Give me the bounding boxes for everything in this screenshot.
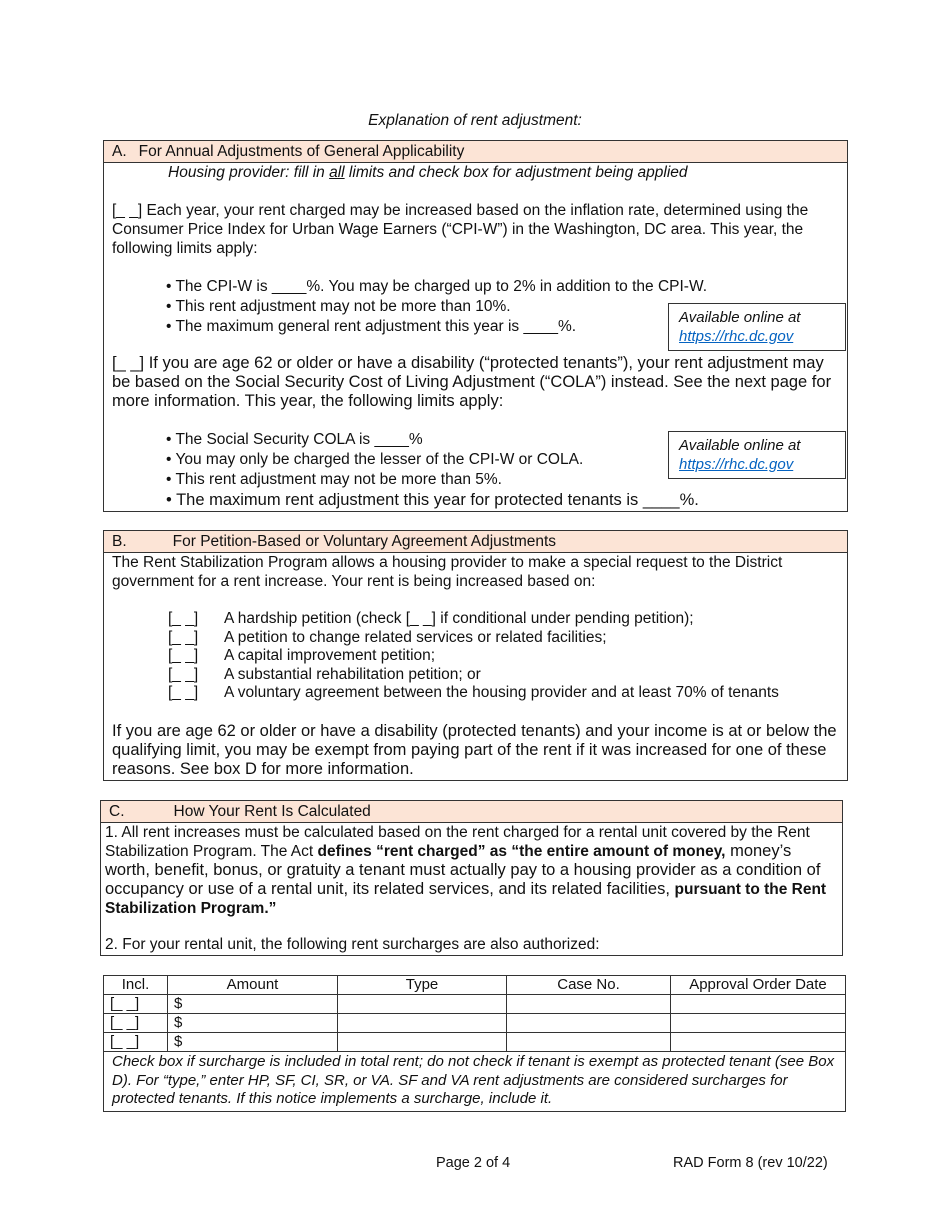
case-no-cell[interactable] xyxy=(507,1014,671,1033)
form-id: RAD Form 8 (rev 10/22) xyxy=(673,1155,828,1171)
section-a-header xyxy=(104,141,847,163)
instruction-text: Housing provider: fill in xyxy=(168,164,330,181)
incl-checkbox[interactable]: [_ _] xyxy=(104,1014,168,1033)
type-cell[interactable] xyxy=(338,1033,507,1052)
cola-bullets xyxy=(166,430,699,510)
incl-checkbox[interactable]: [_ _] xyxy=(104,995,168,1014)
instruction-text: limits and check box for adjustment being applied xyxy=(344,164,688,181)
page-number: Page 2 of 4 xyxy=(436,1155,511,1171)
checkbox[interactable]: [_ _] xyxy=(168,610,199,627)
rent-charged-paragraph xyxy=(105,823,834,918)
section-title: For Annual Adjustments of General Applicability xyxy=(138,143,465,160)
program-paragraph: The Rent Stabilization Program allows a housing provider to make a special request to the District government for a rent increase. Your rent is being increased based on: xyxy=(112,554,783,590)
note-label: Available online at xyxy=(679,437,801,454)
bullet: • You may only be charged the lesser of the CPI-W or COLA. xyxy=(166,450,699,470)
column-header: Amount xyxy=(168,976,338,995)
text: money’s worth, benefit, bonus, or gratuity a tenant must actually pay to a housing provider as a condition of occupancy or use of a rental unit, its related services, and its related facilities, xyxy=(105,842,821,898)
checklist-item xyxy=(168,629,779,648)
section-a xyxy=(103,140,848,512)
section-c xyxy=(100,800,843,956)
rhc-link[interactable]: https://rhc.dc.gov xyxy=(679,456,794,473)
checklist-item xyxy=(168,610,779,629)
approval-date-cell[interactable] xyxy=(671,1033,846,1052)
item-label: A voluntary agreement between the housing provider and at least 70% of tenants xyxy=(224,684,779,701)
bullet: • The maximum general rent adjustment this year is ____%. xyxy=(166,317,707,337)
section-c-header xyxy=(101,801,842,823)
bold-text: pursuant to the Rent Stabilization Program.” xyxy=(105,881,827,917)
checkbox[interactable]: [_ _] xyxy=(168,647,199,664)
table-note-row xyxy=(104,1052,846,1112)
instruction-emphasis: all xyxy=(329,164,345,181)
incl-checkbox[interactable]: [_ _] xyxy=(104,1033,168,1052)
table-row xyxy=(104,1014,846,1033)
page-title: Explanation of rent adjustment: xyxy=(368,112,582,129)
bullet: • The Social Security COLA is ____% xyxy=(166,430,699,450)
table-row xyxy=(104,995,846,1014)
column-header: Approval Order Date xyxy=(671,976,846,995)
approval-date-cell[interactable] xyxy=(671,1014,846,1033)
bullet: • This rent adjustment may not be more than 5%. xyxy=(166,470,699,490)
cpi-bullets xyxy=(166,277,707,337)
table-note: Check box if surcharge is included in total rent; do not check if tenant is exempt as protected tenant (see Box D). For “type,” enter HP, SF, CI, SR, or VA. SF and VA rent adjustments are considered surcharges for protected tenants. If this notice implements a surcharge, include it. xyxy=(104,1052,846,1112)
bullet: • The CPI-W is ____%. You may be charged up to 2% in addition to the CPI-W. xyxy=(166,277,707,297)
text: 1. All rent increases must be calculated based on the rent charged for a rental unit covered by the Rent Stabilization Program. The Act xyxy=(105,824,810,860)
note-label: Available online at xyxy=(679,309,801,326)
approval-date-cell[interactable] xyxy=(671,995,846,1014)
section-title: For Petition-Based or Voluntary Agreement Adjustments xyxy=(172,533,557,550)
exemption-paragraph: If you are age 62 or older or have a disability (protected tenants) and your income is at or below the qualifying limit, you may be exempt from paying part of the rent if it was increased for one of these reasons. See box D for more information. xyxy=(112,722,837,778)
table-row xyxy=(104,1033,846,1052)
item-label: A hardship petition (check [_ _] if conditional under pending petition); xyxy=(224,610,694,627)
section-b xyxy=(103,530,848,781)
type-cell[interactable] xyxy=(338,995,507,1014)
available-online-note xyxy=(668,303,846,351)
checklist-item xyxy=(168,647,779,666)
bullet: • This rent adjustment may not be more than 10%. xyxy=(166,297,707,317)
item-label: A petition to change related services or related facilities; xyxy=(224,628,607,646)
column-header: Incl. xyxy=(104,976,168,995)
amount-cell[interactable]: $ xyxy=(168,995,338,1014)
amount-cell[interactable]: $ xyxy=(168,1014,338,1033)
section-letter: C. xyxy=(109,803,125,820)
table-header-row xyxy=(104,976,846,995)
section-title: How Your Rent Is Calculated xyxy=(173,803,371,820)
surcharge-intro: 2. For your rental unit, the following rent surcharges are also authorized: xyxy=(105,936,600,953)
case-no-cell[interactable] xyxy=(507,1033,671,1052)
rhc-link[interactable]: https://rhc.dc.gov xyxy=(679,328,794,345)
amount-cell[interactable]: $ xyxy=(168,1033,338,1052)
instruction xyxy=(168,163,839,182)
bold-text: defines “rent charged” as “the entire amount of money, xyxy=(317,843,726,860)
type-cell[interactable] xyxy=(338,1014,507,1033)
section-b-header xyxy=(104,531,847,553)
item-label: A capital improvement petition; xyxy=(224,647,436,664)
cola-paragraph: [_ _] If you are age 62 or older or have a disability (“protected tenants”), your rent adjustment may be based on the Social Security Cost of Living Adjustment (“COLA”) instead. See the next page for more information. This year, the following limits apply: xyxy=(112,354,832,410)
petition-checklist xyxy=(168,610,779,703)
checklist-item xyxy=(168,684,779,703)
bullet: • The maximum rent adjustment this year for protected tenants is ____%. xyxy=(166,490,699,510)
column-header: Case No. xyxy=(507,976,671,995)
column-header: Type xyxy=(338,976,507,995)
checkbox[interactable]: [_ _] xyxy=(168,684,199,701)
available-online-note xyxy=(668,431,846,479)
case-no-cell[interactable] xyxy=(507,995,671,1014)
section-letter: A. xyxy=(112,143,127,160)
section-letter: B. xyxy=(112,533,127,550)
checkbox[interactable]: [_ _] xyxy=(168,665,199,683)
checklist-item xyxy=(168,666,779,685)
item-label: A substantial rehabilitation petition; or xyxy=(224,665,481,683)
surcharge-table xyxy=(103,975,846,1112)
checkbox[interactable]: [_ _] xyxy=(168,628,199,646)
cpi-paragraph: [_ _] Each year, your rent charged may be increased based on the inflation rate, determined using the Consumer Price Index for Urban Wage Earners (“CPI-W”) in the Washington, DC area. This year, the following limits apply: xyxy=(112,202,809,257)
